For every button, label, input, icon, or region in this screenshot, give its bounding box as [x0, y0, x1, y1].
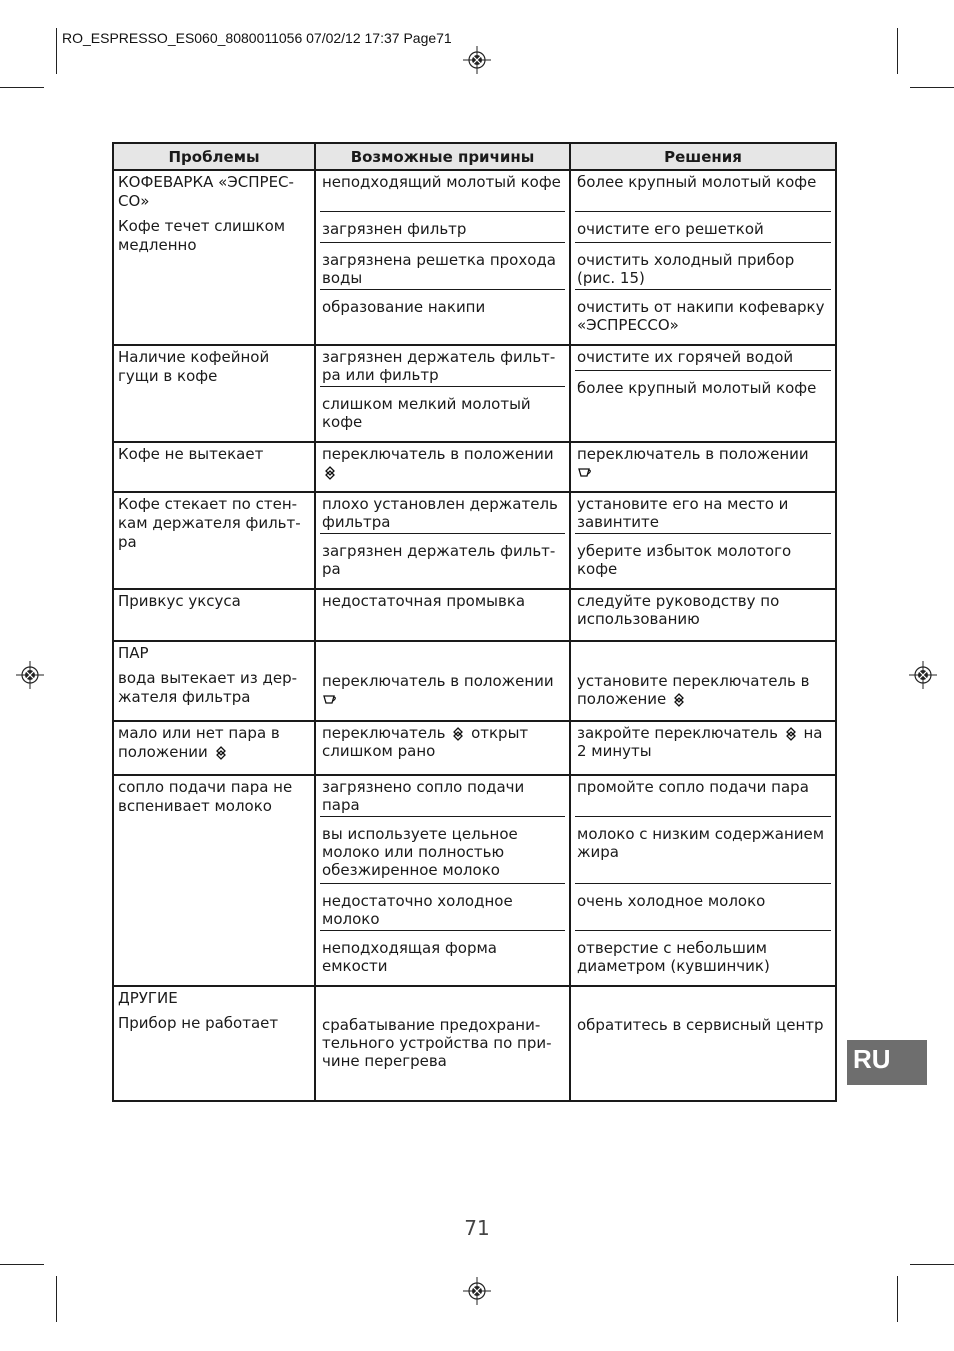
registration-mark-icon [463, 1277, 491, 1305]
solutions-cell [571, 776, 835, 985]
cause-text: загрязнено сопло подачи пара [320, 778, 565, 817]
problem-text: Наличие кофейной гущи в кофе [118, 348, 270, 385]
solutions-cell [571, 987, 835, 1044]
solution-text: очистить холодный прибор (рис. 15) [575, 251, 831, 290]
troubleshooting-table [112, 142, 837, 1102]
solutions-cell [571, 642, 835, 718]
table-row [113, 492, 836, 589]
crop-mark [897, 1276, 898, 1322]
solution-text: очень холодное молоко [575, 892, 831, 931]
problem-text: вода вытекает из дер-жателя фильтра [118, 669, 298, 706]
problem-text: Прибор не работает [118, 1014, 279, 1032]
problem-text: ПАР [118, 644, 149, 662]
cause-text-label: открыт слишком рано [322, 724, 529, 760]
causes-cell [316, 642, 569, 718]
solutions-cell [571, 493, 835, 588]
problem-text: Кофе не вытекает [118, 445, 264, 463]
solution-text [575, 672, 831, 712]
table-row [113, 345, 836, 442]
cause-text-label: переключатель [322, 724, 446, 742]
table-row [113, 641, 836, 721]
cause-text: срабатывание предохрани-тельного устройства по при-чине перегрева [322, 1016, 552, 1070]
causes-cell [316, 493, 569, 588]
problem-text [118, 724, 310, 762]
cause-text: плохо установлен держатель фильтра [320, 495, 565, 534]
solution-text: более крупный молотый кофе [577, 379, 817, 397]
crop-mark [56, 1276, 57, 1322]
cause-text [320, 724, 565, 764]
cause-text: загрязнен фильтр [320, 220, 565, 243]
problem-cell [114, 590, 314, 623]
cause-text [320, 445, 565, 485]
registration-mark-icon [16, 661, 44, 689]
solution-text [575, 724, 831, 764]
problem-text: Кофе течет слишком медленно [118, 217, 286, 254]
solution-text-label: переключатель в положении [577, 445, 809, 463]
solutions-cell [571, 590, 835, 638]
table-row [113, 442, 836, 492]
cause-text-label: переключатель в положении [322, 445, 554, 463]
table-row [113, 775, 836, 986]
problem-cell [114, 493, 314, 564]
solution-text-label: закройте переключатель [577, 724, 778, 742]
crop-mark [0, 1264, 44, 1265]
solution-text: молоко с низким содержанием жира [575, 825, 831, 884]
cause-text: образование накипи [322, 298, 486, 316]
steam-icon [450, 726, 466, 742]
solution-text: очистите его решеткой [575, 220, 831, 243]
problem-cell [114, 987, 314, 1045]
table-row [113, 986, 836, 1101]
table-row [113, 170, 836, 345]
cause-text: недостаточная промывка [322, 592, 526, 610]
causes-cell [316, 171, 569, 326]
solutions-cell [571, 346, 835, 407]
solution-text: обратитесь в сервисный центр [577, 1016, 824, 1034]
solutions-cell [571, 722, 835, 770]
solution-text: очистите их горячей водой [575, 348, 831, 371]
cause-text [320, 672, 565, 712]
page-number: 71 [464, 1216, 490, 1240]
problem-text: КОФЕВАРКА «ЭСПРЕС-СО» [118, 173, 294, 210]
steam-icon [322, 465, 338, 481]
cause-text: неподходящая форма емкости [322, 939, 497, 975]
solution-text: очистить от накипи кофеварку «ЭСПРЕССО» [577, 298, 825, 334]
solution-text: уберите избыток молотого кофе [577, 542, 792, 578]
cause-text: загрязнен держатель фильт-ра [322, 542, 556, 578]
solution-text: более крупный молотый кофе [575, 173, 831, 212]
problem-cell [114, 722, 314, 774]
problem-text: Кофе стекает по стен-кам держателя фильт-ра [118, 495, 301, 551]
column-header-causes: Возможные причины [315, 143, 570, 170]
cause-text: слишком мелкий молотый кофе [322, 395, 531, 431]
cause-text: вы используете цельное молоко или полностью обезжиренное молоко [320, 825, 565, 884]
causes-cell [316, 987, 569, 1080]
problem-cell [114, 346, 314, 398]
solution-text: отверстие с небольшим диаметром (кувшинчик) [577, 939, 770, 975]
solution-text-label: установите переключатель в положение [577, 672, 810, 708]
problem-text: ДРУГИЕ [118, 989, 178, 1007]
steam-icon [213, 745, 229, 761]
solution-text: установите его на место и завинтите [575, 495, 831, 534]
solutions-cell [571, 171, 835, 344]
causes-cell [316, 443, 569, 491]
table-row [113, 589, 836, 641]
column-header-problems: Проблемы [113, 143, 315, 170]
table-row [113, 721, 836, 775]
crop-mark [897, 28, 898, 74]
causes-cell [316, 590, 569, 620]
cause-text: загрязнен держатель фильт-ра или фильтр [320, 348, 565, 387]
causes-cell [316, 346, 569, 441]
causes-cell [316, 776, 569, 985]
problem-cell [114, 642, 314, 719]
table-header-row [113, 143, 836, 170]
problem-text: Привкус уксуса [118, 592, 241, 610]
problem-cell [114, 443, 314, 476]
crop-mark [910, 1264, 954, 1265]
cause-text: недостаточно холодное молоко [320, 892, 565, 931]
solution-text [575, 445, 831, 485]
problem-cell [114, 776, 314, 828]
steam-icon [671, 692, 687, 708]
causes-cell [316, 722, 569, 770]
cup-icon [322, 693, 338, 707]
cause-text-label: переключатель в положении [322, 672, 554, 690]
problem-text-label: мало или нет пара в положении [118, 724, 280, 761]
solution-text-label: на 2 минуты [577, 724, 823, 760]
problem-text: сопло подачи пара не вспенивает молоко [118, 778, 293, 815]
crop-mark [910, 87, 954, 88]
crop-mark [56, 28, 57, 74]
column-header-solutions: Решения [570, 143, 836, 170]
cause-text: загрязнена решетка прохода воды [320, 251, 565, 290]
steam-icon [783, 726, 799, 742]
registration-mark-icon [909, 661, 937, 689]
solutions-cell [571, 443, 835, 491]
cause-text: неподходящий молотый кофе [320, 173, 565, 212]
problem-cell [114, 171, 314, 267]
solution-text: следуйте руководству по использованию [577, 592, 780, 628]
crop-mark [0, 87, 44, 88]
language-tab-label: RU [853, 1044, 891, 1074]
solution-text: промойте сопло подачи пара [575, 778, 831, 817]
registration-mark-icon [463, 46, 491, 74]
print-header: RO_ESPRESSO_ES060_8080011056 07/02/12 17:37 Page71 [62, 30, 452, 46]
cup-icon [577, 466, 593, 480]
